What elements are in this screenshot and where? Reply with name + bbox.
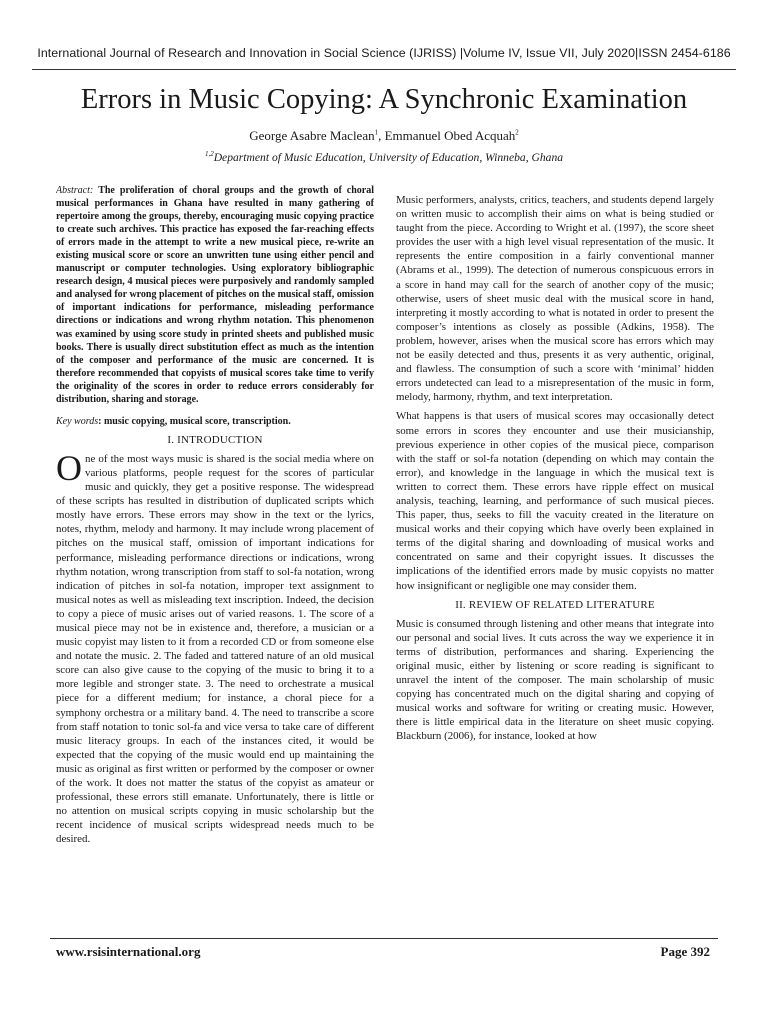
journal-header: International Journal of Research and Innovation in Social Science (IJRISS) |Volume IV, Issue VII, July 2020|ISSN 2454-6186 (37, 46, 731, 60)
author-2-sup: 2 (515, 128, 519, 137)
intro-paragraph-1-text: ne of the most ways music is shared is the social media where on various platforms, people request for the scores of particular music and quickly, they get a positive response. The widespread of these scripts has resulted in distribution of duplicated scripts which mostly have errors. These errors may show in the text or the lyrics, notes, rhythm, melody and harmony. It may include wrong placement of pitches on the musical staff, omission of important indications for performance, misleading performance directions or indications, wrong rhythm notation, wrong transcription from staff to sol-fa notation, wrong indication of pitches in sol-fa notation, improper text assignment to musical notes as well as misleading text inscription. Indeed, the decision to copy a piece of music arises out of varied reasons. 1. The score of a musical piece may not be in existence and, therefore, a musician or a music copyist may listen to it from a recorded CD or from someone else and notate the music. 2. The faded and tattered nature of an old musical score can also give cause to the copying of the music to bring it to a more legible and stronger state. 3. The need to orchestrate a musical piece for a different medium; for instance, a choral piece for a symphony orchestra or a military band. 4. The need to transcribe a score from staff notation to tonic sol-fa and vice versa to take care of different music literacy groups. In each of the instances cited, it would be expected that the copying of the music would end up maintaining the music as original as first written or performed by the composer or owner of the work. It does not matter the status of the copyist as amateur or professional, these errors still emanate. Unfortunately, there is little or no attention on musical scripts copying in music scholarship but the recent incidence of musical scripts widespread needs much to be desired. (56, 452, 374, 846)
right-column (396, 193, 714, 929)
footer-page-number: Page 392 (660, 944, 710, 959)
author-1: George Asabre Maclean (249, 128, 375, 143)
paper-title: Errors in Music Copying: A Synchronic Examination (80, 84, 688, 115)
author-line (30, 128, 738, 144)
author-1-sup: 1 (374, 128, 379, 137)
left-column (56, 184, 374, 920)
intro-paragraph-1 (56, 447, 374, 847)
affiliation-text: Department of Music Education, University of Education, Winneba, Ghana (213, 151, 564, 164)
abstract-label: Abstract: (56, 185, 99, 196)
keywords-label: Key words (56, 415, 99, 427)
intro-paragraph-2: Music performers, analysts, critics, teachers, and students depend largely on written music to accomplish their aims on what is being studied or taught from the piece. According to Wright et al. (1997), the score sheet provides the user with a high level visual representation of the music. It represents the entire composition in a fairly conventional manner (Abrams et al., 1999). The detection of numerous conspicuous errors in a score in hand may call for the search of another copy of the music; otherwise, users of sheet music deal with the musical score in hand, interpreting it mostly according to what is notated in order to present the composer’s intentions as closely as possible (Adkins, 1958). The problem, however, arises when the musical score has errors which may not be easily detected and thus, presents it as very authentic, original, and flawless. The consumption of such a score with ‘minimal’ hidden errors undetected can lead to a misrepresentation of the music in form, melody, harmony, rhythm, and text interpretation. (396, 194, 714, 404)
author-separator: , (378, 128, 385, 143)
intro-paragraph-3: What happens is that users of musical scores may occasionally detect some errors in scores they encounter and use their musicianship, previous experience in other copies of the musical piece, comparison with the staff or sol-fa notation (depending on which may contain the error), and knowledge in the language in which the musical text is written to correct them. These errors have ripple effect on musical analysis, teaching, learning, and performance of such musical pieces. This paper, thus, seeks to fill the vacuity created in the literature on musical works and their copying which have overly been explained in terms of the digital sharing and downloading of musical works and concentrated on same and their copyright issues. It discusses the implications of the identified errors made by music copyists no matter how insignificant or negligible one may consider them. (396, 410, 714, 592)
header-rule (32, 69, 736, 70)
keywords (56, 415, 374, 428)
keywords-text: : music copying, musical score, transcription. (98, 415, 291, 427)
review-paragraph-1: Music is consumed through listening and other means that integrate into our personal and social lives. It cuts across the way we experience it in terms of distribution, performances and sharing. Experiencing the original music, either by listening or score reading is significant to unravel the intent of the composer. The main scholarship of music copying has concentrated much on the digital sharing and copying of musical works and software for writing or creating music. However, there is little empirical data in the literature on sheet music copying. Blackburn (2006), for instance, looked at how (396, 617, 714, 743)
section-heading-review: II. REVIEW OF RELATED LITERATURE (455, 598, 655, 611)
section-heading-introduction: I. INTRODUCTION (167, 433, 263, 446)
abstract-text: The proliferation of choral groups and the growth of choral musical performances in Ghana have resulted in many gathering of repertoire among the groups, thereby, encouraging music copying practice to create such archives. This practice has exposed the far-reaching effects of errors made in the attempt to write a new musical piece, re-write an existing musical score or score an unwritten tune using either pencil and manuscript or computer technologies. Using exploratory bibliographic research design, 4 musical pieces were purposively and randomly sampled and analysed for wrong placement of pitches on the musical staff, omission of important indications for performance, misleading performance directions or indications and wrong rhythm notation. This phenomenon was examined by using score study in printed sheets and published music books. There is usually direct substitution effect as much as the intention of the composer and performance of the music are concerned. It is therefore recommended that copyists of musical scores take time to verify the originality of the scores in order to reduce errors considerably for distribution, sharing and storage. (56, 185, 374, 405)
affiliation (30, 151, 738, 164)
abstract (56, 184, 374, 406)
footer-rule (50, 938, 718, 939)
footer-website: www.rsisinternational.org (56, 944, 201, 959)
author-2: Emmanuel Obed Acquah (384, 128, 516, 143)
affiliation-sup: 1,2 (204, 150, 214, 159)
drop-cap: O (56, 447, 82, 488)
